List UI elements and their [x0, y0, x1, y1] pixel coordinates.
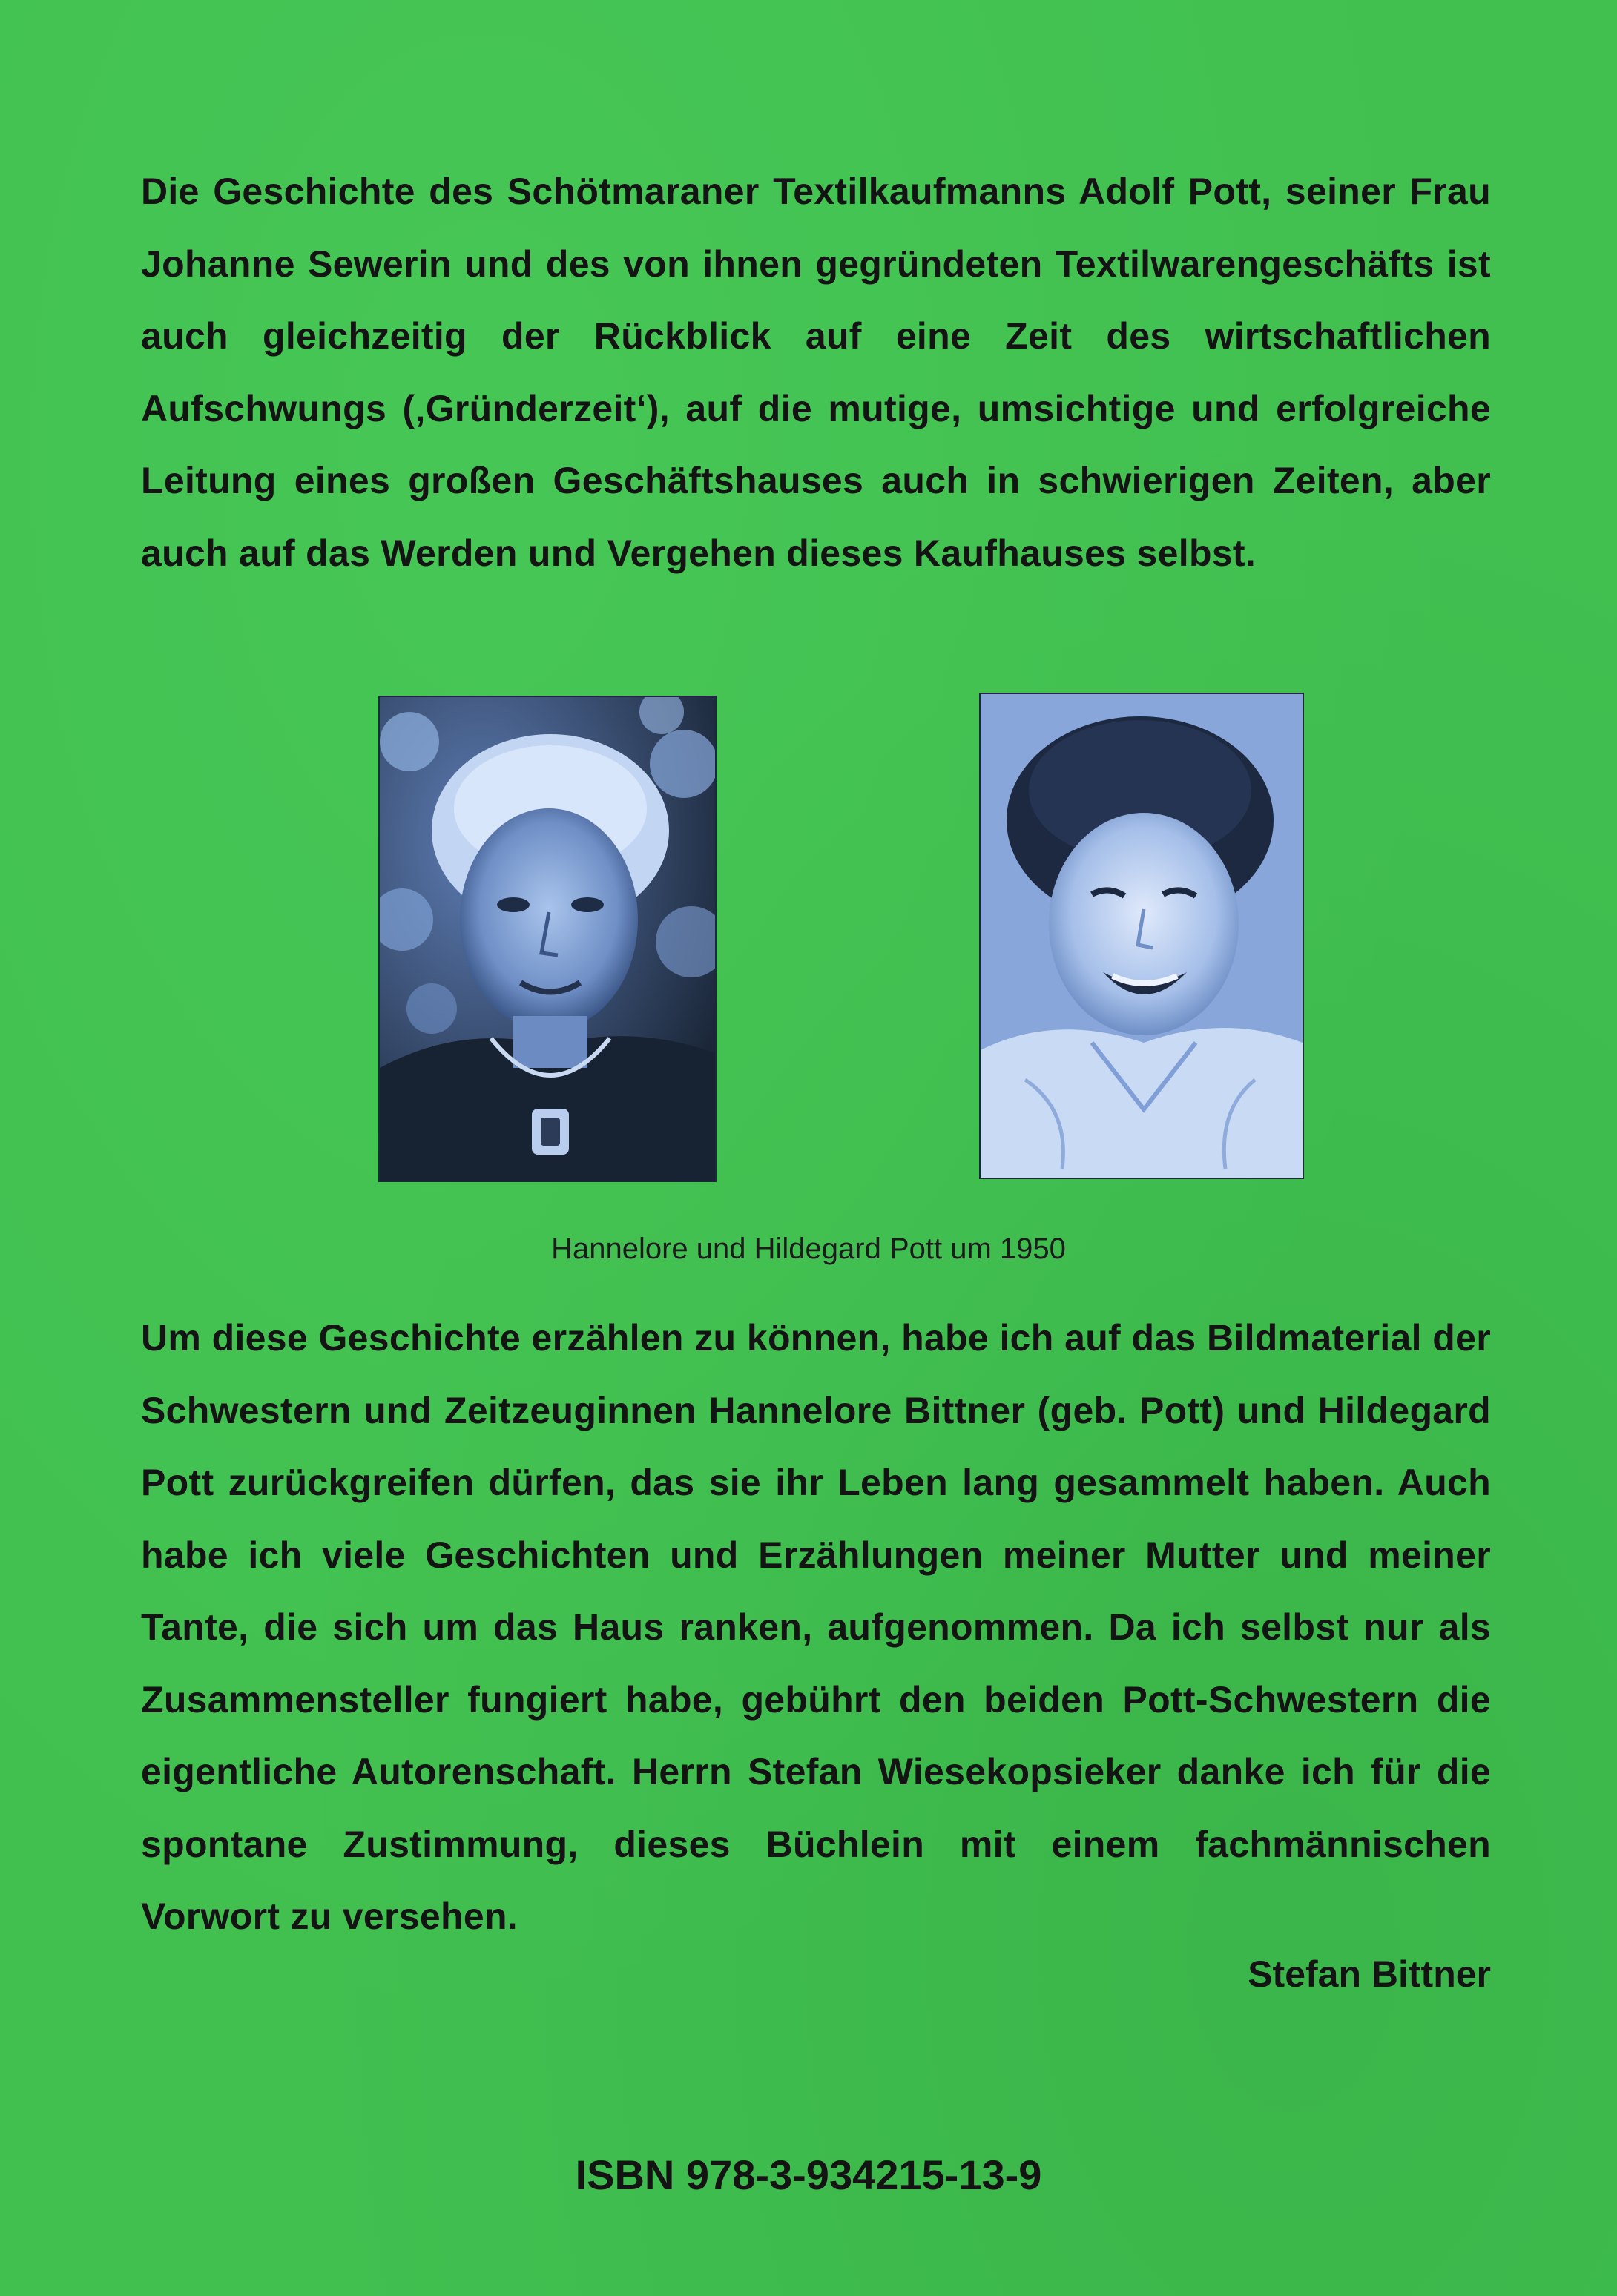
author-signature: Stefan Bittner: [1248, 1953, 1491, 1995]
isbn-number: ISBN 978-3-934215-13-9: [575, 2151, 1042, 2198]
photo-caption: Hannelore und Hildegard Pott um 1950: [551, 1233, 1066, 1265]
portrait-photo-hildegard: [979, 693, 1304, 1179]
portrait-photo-hannelore: [378, 696, 717, 1182]
acknowledgement-paragraph: Um diese Geschichte erzählen zu können, habe ich auf das Bildmaterial der Schwestern und Zeitzeuginnen Hannelore Bittner (geb. Pott) und Hildegard Pott zurückgreifen dürfen, das sie ihr Leben lang gesammelt haben. Auch habe ich viele Geschichten und Erzählungen meiner Mutter und meiner Tante, die sich um das Haus ranken, aufgenommen. Da ich selbst nur als Zusammensteller fungiert habe, gebührt den beiden Pott-Schwestern die eigentliche Autorenschaft. Herrn Stefan Wiesekopsieker danke ich für die spontane Zustimmung, dieses Büchlein mit einem fachmännischen Vorwort zu versehen.: [141, 1317, 1491, 1937]
intro-paragraph: Die Geschichte des Schötmaraner Textilkaufmanns Adolf Pott, seiner Frau Johanne Sewerin und des von ihnen gegründeten Textilwarengeschäfts ist auch gleichzeitig der Rückblick auf eine Zeit des wirtschaftlichen Aufschwungs (‚Gründerzeit‘), auf die mutige, umsichtige und erfolgreiche Leitung eines großen Geschäftshauses auch in schwierigen Zeiten, aber auch auf das Werden und Vergehen dieses Kaufhauses selbst.: [141, 171, 1491, 574]
